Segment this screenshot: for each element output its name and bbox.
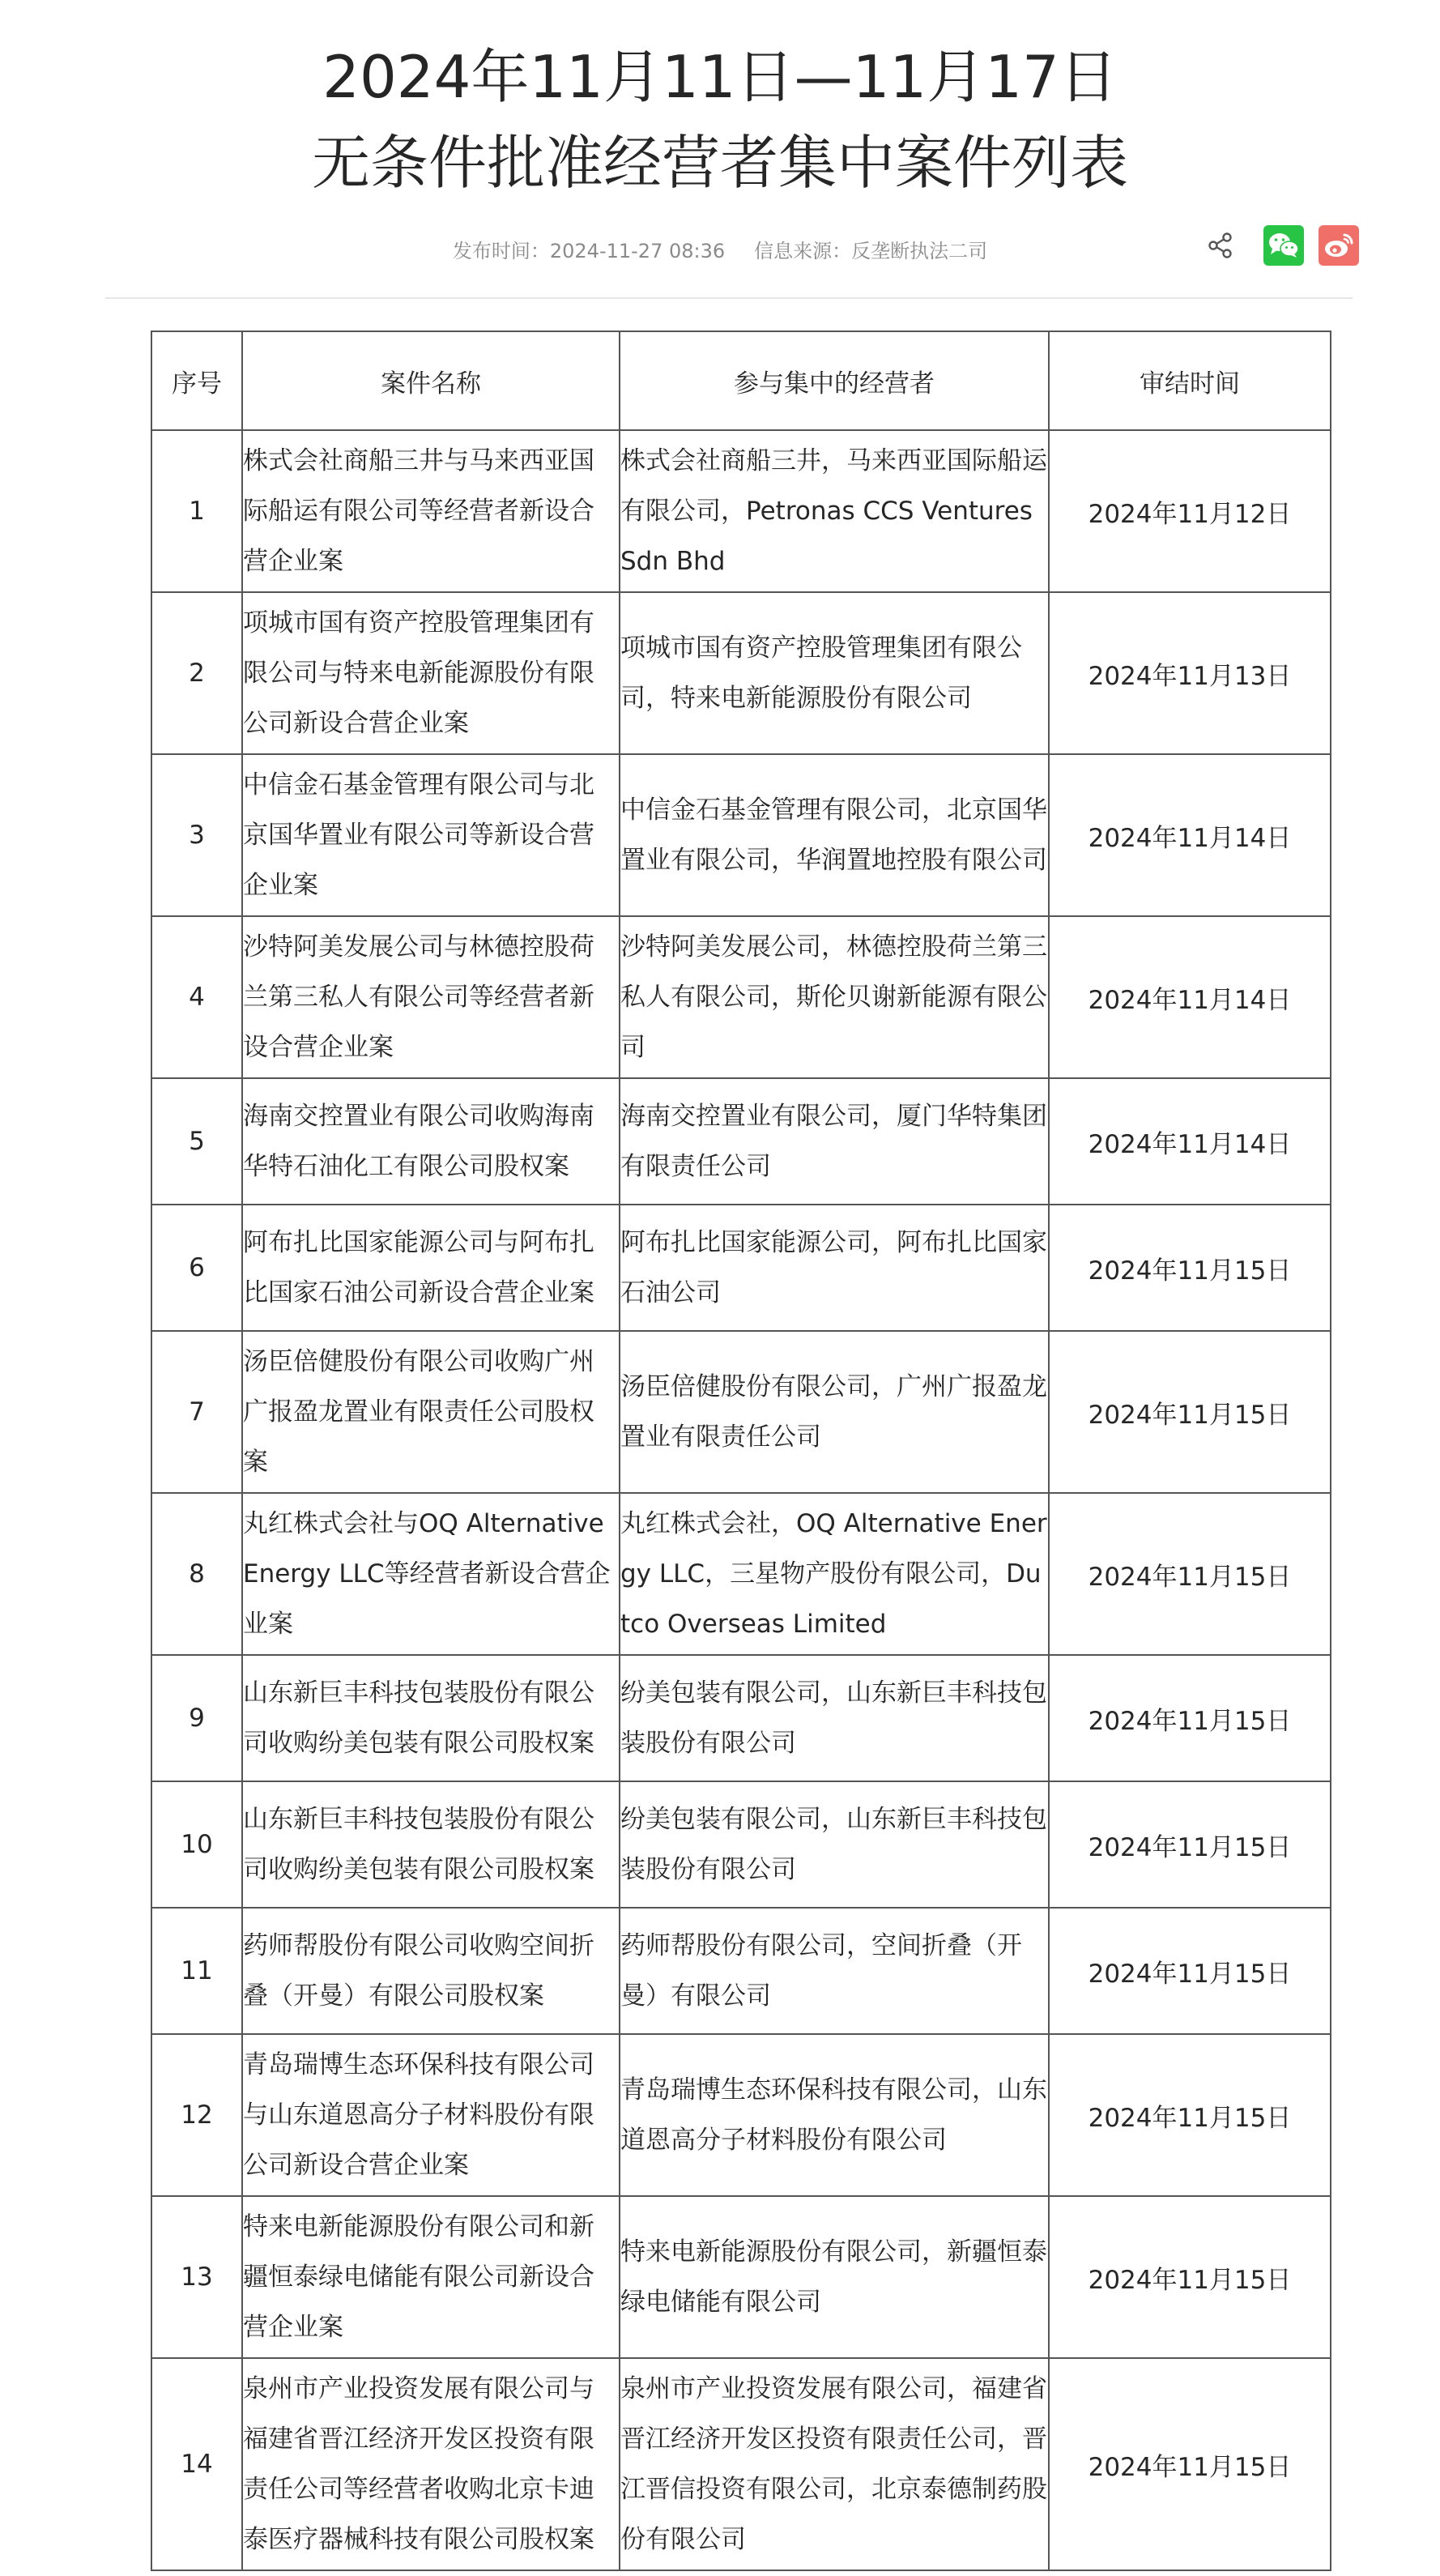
publish-label: 发布时间： — [452, 240, 550, 262]
header-divider — [105, 297, 1353, 299]
review-date: 2024年11月15日 — [1049, 1331, 1331, 1493]
table-row — [151, 592, 1331, 754]
case-name: 山东新巨丰科技包装股份有限公司收购纷美包装有限公司股权案 — [242, 1781, 620, 1908]
parties: 沙特阿美发展公司，林德控股荷兰第三私人有限公司，斯伦贝谢新能源有限公司 — [620, 916, 1049, 1078]
title-line-1: 2024年11月11日—11月17日 — [322, 43, 1118, 111]
table-row — [151, 1205, 1331, 1331]
parties: 汤臣倍健股份有限公司，广州广报盈龙置业有限责任公司 — [620, 1331, 1049, 1493]
review-date: 2024年11月12日 — [1049, 430, 1331, 592]
case-name: 株式会社商船三井与马来西亚国际船运有限公司等经营者新设合营企业案 — [242, 430, 620, 592]
table-row — [151, 430, 1331, 592]
parties: 项城市国有资产控股管理集团有限公司，特来电新能源股份有限公司 — [620, 592, 1049, 754]
row-no: 9 — [151, 1655, 242, 1781]
review-date: 2024年11月15日 — [1049, 2034, 1331, 2196]
table-row — [151, 1655, 1331, 1781]
parties: 泉州市产业投资发展有限公司，福建省晋江经济开发区投资有限责任公司，晋江晋信投资有限公司，北京泰德制药股份有限公司 — [620, 2358, 1049, 2570]
publish-time: 2024-11-27 08:36 — [549, 240, 726, 262]
table-row — [151, 2034, 1331, 2196]
row-no: 14 — [151, 2358, 242, 2570]
table-header-row — [151, 331, 1331, 430]
review-date: 2024年11月15日 — [1049, 2196, 1331, 2358]
case-name: 泉州市产业投资发展有限公司与福建省晋江经济开发区投资有限责任公司等经营者收购北京卡迪泰医疗器械科技有限公司股权案 — [242, 2358, 620, 2570]
table-row — [151, 1331, 1331, 1493]
review-date: 2024年11月15日 — [1049, 1493, 1331, 1655]
weibo-icon — [1323, 231, 1355, 260]
review-date: 2024年11月15日 — [1049, 2358, 1331, 2570]
wechat-share-button[interactable] — [1263, 225, 1304, 266]
header-review-date: 审结时间 — [1049, 331, 1331, 430]
row-no: 2 — [151, 592, 242, 754]
case-table — [151, 331, 1331, 2571]
row-no: 12 — [151, 2034, 242, 2196]
case-name: 特来电新能源股份有限公司和新疆恒泰绿电储能有限公司新设合营企业案 — [242, 2196, 620, 2358]
case-name: 汤臣倍健股份有限公司收购广州广报盈龙置业有限责任公司股权案 — [242, 1331, 620, 1493]
row-no: 6 — [151, 1205, 242, 1331]
parties: 阿布扎比国家能源公司，阿布扎比国家石油公司 — [620, 1205, 1049, 1331]
case-name: 项城市国有资产控股管理集团有限公司与特来电新能源股份有限公司新设合营企业案 — [242, 592, 620, 754]
page-title — [0, 34, 1440, 206]
case-name: 山东新巨丰科技包装股份有限公司收购纷美包装有限公司股权案 — [242, 1655, 620, 1781]
review-date: 2024年11月14日 — [1049, 1078, 1331, 1205]
row-no: 7 — [151, 1331, 242, 1493]
table-row — [151, 1078, 1331, 1205]
table-row — [151, 754, 1331, 916]
review-date: 2024年11月14日 — [1049, 916, 1331, 1078]
row-no: 1 — [151, 430, 242, 592]
source-label: 信息来源： — [754, 240, 852, 262]
review-date: 2024年11月15日 — [1049, 1908, 1331, 2034]
share-bar — [1207, 225, 1359, 266]
share-icon[interactable] — [1207, 232, 1234, 259]
title-line-2: 无条件批准经营者集中案件列表 — [311, 129, 1128, 197]
row-no: 10 — [151, 1781, 242, 1908]
parties: 药师帮股份有限公司，空间折叠（开曼）有限公司 — [620, 1908, 1049, 2034]
case-name: 沙特阿美发展公司与林德控股荷兰第三私人有限公司等经营者新设合营企业案 — [242, 916, 620, 1078]
table-row — [151, 2196, 1331, 2358]
table-row — [151, 1908, 1331, 2034]
header-case-name: 案件名称 — [242, 331, 620, 430]
row-no: 5 — [151, 1078, 242, 1205]
case-name: 青岛瑞博生态环保科技有限公司与山东道恩高分子材料股份有限公司新设合营企业案 — [242, 2034, 620, 2196]
header-parties: 参与集中的经营者 — [620, 331, 1049, 430]
parties: 纷美包装有限公司，山东新巨丰科技包装股份有限公司 — [620, 1781, 1049, 1908]
row-no: 11 — [151, 1908, 242, 2034]
weibo-share-button[interactable] — [1319, 225, 1359, 266]
source-value: 反垄断执法二司 — [851, 240, 988, 262]
case-name: 中信金石基金管理有限公司与北京国华置业有限公司等新设合营企业案 — [242, 754, 620, 916]
header-no: 序号 — [151, 331, 242, 430]
parties: 青岛瑞博生态环保科技有限公司，山东道恩高分子材料股份有限公司 — [620, 2034, 1049, 2196]
parties: 特来电新能源股份有限公司，新疆恒泰绿电储能有限公司 — [620, 2196, 1049, 2358]
case-name: 阿布扎比国家能源公司与阿布扎比国家石油公司新设合营企业案 — [242, 1205, 620, 1331]
review-date: 2024年11月14日 — [1049, 754, 1331, 916]
parties: 海南交控置业有限公司，厦门华特集团有限责任公司 — [620, 1078, 1049, 1205]
parties: 中信金石基金管理有限公司，北京国华置业有限公司，华润置地控股有限公司 — [620, 754, 1049, 916]
table-row — [151, 1781, 1331, 1908]
parties: 株式会社商船三井，马来西亚国际船运有限公司，Petronas CCS Ventures Sdn Bhd — [620, 430, 1049, 592]
parties: 丸红株式会社，OQ Alternative Energy LLC，三星物产股份有限公司，Dutco Overseas Limited — [620, 1493, 1049, 1655]
case-name: 丸红株式会社与OQ Alternative Energy LLC等经营者新设合营企业案 — [242, 1493, 620, 1655]
row-no: 13 — [151, 2196, 242, 2358]
review-date: 2024年11月15日 — [1049, 1205, 1331, 1331]
row-no: 4 — [151, 916, 242, 1078]
table-row — [151, 2358, 1331, 2570]
review-date: 2024年11月15日 — [1049, 1781, 1331, 1908]
case-name: 药师帮股份有限公司收购空间折叠（开曼）有限公司股权案 — [242, 1908, 620, 2034]
review-date: 2024年11月13日 — [1049, 592, 1331, 754]
row-no: 8 — [151, 1493, 242, 1655]
review-date: 2024年11月15日 — [1049, 1655, 1331, 1781]
table-row — [151, 1493, 1331, 1655]
wechat-icon — [1267, 231, 1300, 260]
parties: 纷美包装有限公司，山东新巨丰科技包装股份有限公司 — [620, 1655, 1049, 1781]
row-no: 3 — [151, 754, 242, 916]
table-row — [151, 916, 1331, 1078]
case-name: 海南交控置业有限公司收购海南华特石油化工有限公司股权案 — [242, 1078, 620, 1205]
